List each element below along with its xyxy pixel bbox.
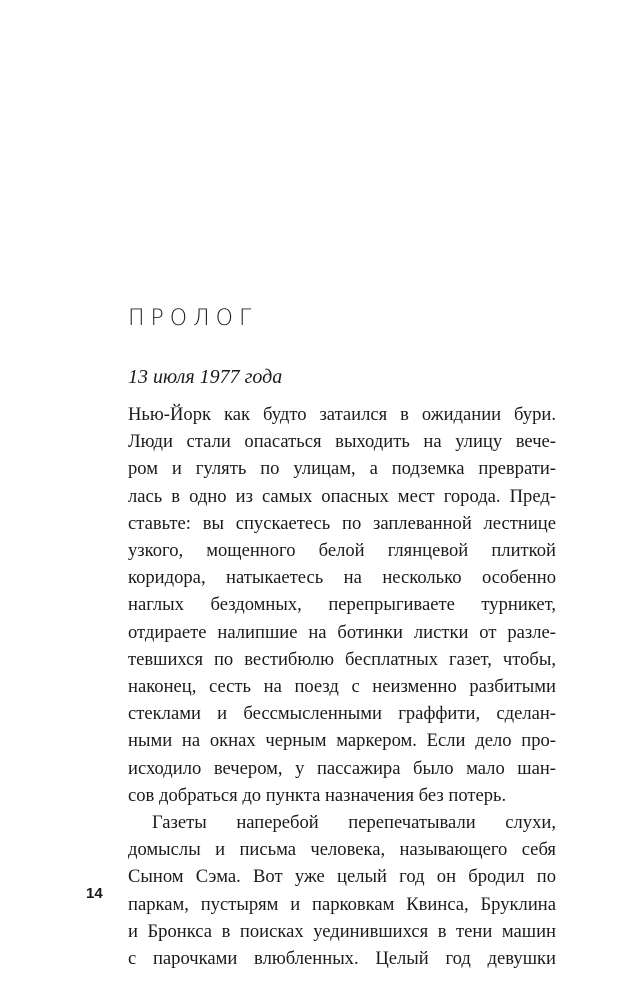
- chapter-date: 13 июля 1977 года: [128, 366, 283, 388]
- text-line: отдираете налипшие на ботинки листки от разле-: [128, 621, 556, 643]
- text-line: с парочками влюбленных. Целый год девушки: [128, 948, 556, 970]
- text-line: домыслы и письма человека, называющего себя: [128, 839, 556, 861]
- text-line: ными на окнах черным маркером. Если дело про-: [128, 730, 556, 752]
- text-line: Нью-Йорк как будто затаился в ожидании бури.: [128, 404, 556, 425]
- text-line: паркам, пустырям и парковкам Квинса, Бруклина: [128, 893, 556, 915]
- text-line: наконец, сесть на поезд с неизменно разбитыми: [128, 676, 556, 698]
- text-line: наглых бездомных, перепрыгиваете турникет,: [128, 594, 556, 616]
- text-line: сов добраться до пункта назначения без потерь.: [128, 784, 507, 806]
- text-line: лась в одно из самых опасных мест города. Пред-: [128, 485, 556, 507]
- text-line: ставьте: вы спускаетесь по заплеванной лестнице: [128, 512, 556, 534]
- text-line: стеклами и бессмысленными граффити, сделан-: [128, 703, 556, 725]
- chapter-title: ПРОЛОГ: [128, 306, 258, 331]
- text-line: ром и гулять по улицам, а подземка преврати-: [128, 458, 556, 480]
- text-line: коридора, натыкаетесь на несколько особенно: [128, 567, 556, 589]
- text-line: тевшихся по вестибюлю бесплатных газет, чтобы,: [128, 648, 556, 670]
- text-line: и Бронкса в поисках уединившихся в тени машин: [128, 920, 556, 942]
- text-line: исходило вечером, у пассажира было мало шан-: [128, 757, 556, 779]
- body-text: [128, 401, 556, 972]
- page-number: 14: [86, 885, 103, 902]
- text-line: Сыном Сэма. Вот уже целый год он бродил по: [128, 866, 556, 888]
- text-line: Газеты наперебой перепечатывали слухи,: [152, 812, 556, 834]
- text-line: узкого, мощенного белой глянцевой плиткой: [128, 540, 556, 562]
- text-line: Люди стали опасаться выходить на улицу вече-: [128, 431, 556, 453]
